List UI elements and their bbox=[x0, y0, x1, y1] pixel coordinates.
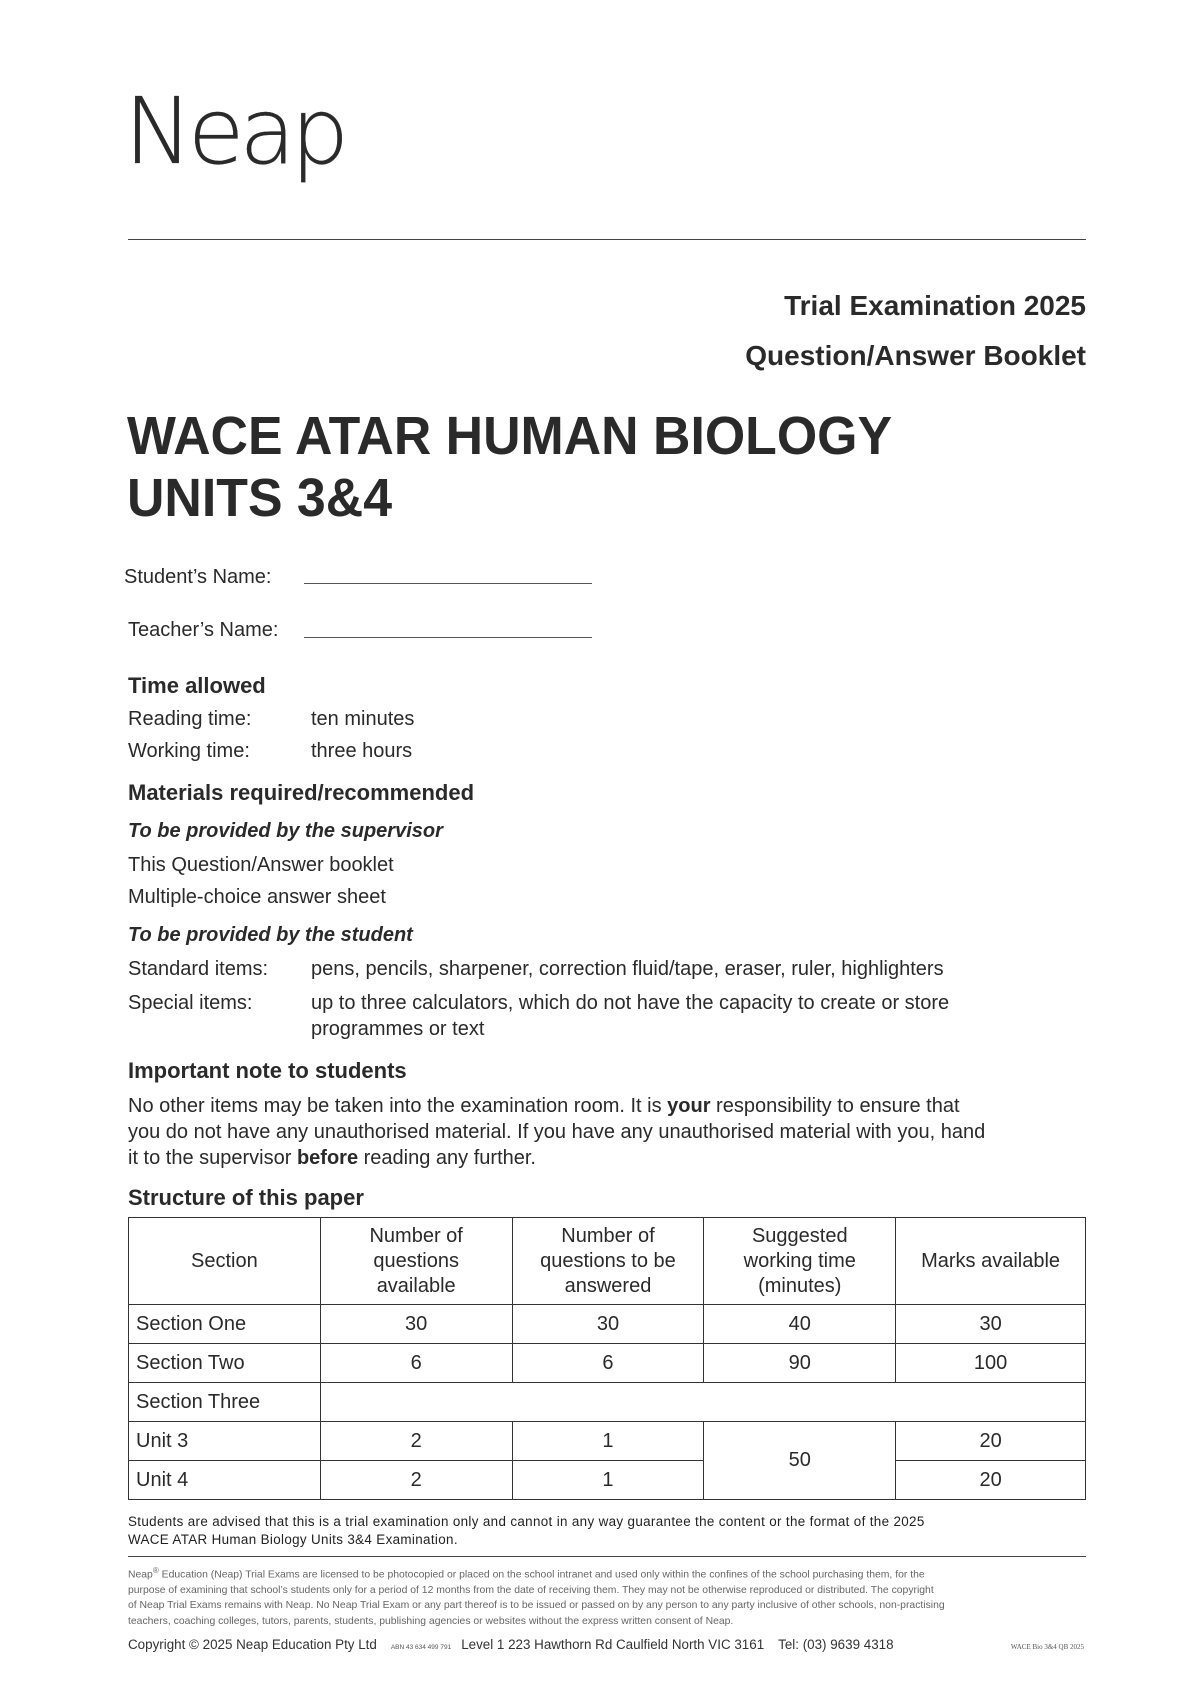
special-items-line-2: programmes or text bbox=[311, 1018, 485, 1040]
address-text: Level 1 223 Hawthorn Rd Caulfield North VIC 3161 bbox=[461, 1637, 765, 1652]
reading-time-label: Reading time: bbox=[128, 708, 252, 730]
table-row bbox=[129, 1383, 1086, 1422]
time-cell: 40 bbox=[704, 1305, 896, 1344]
answered-cell: 30 bbox=[512, 1305, 704, 1344]
special-items-label: Special items: bbox=[128, 992, 253, 1014]
working-time-row bbox=[128, 740, 412, 763]
table-row bbox=[129, 1305, 1086, 1344]
special-items-row bbox=[128, 990, 949, 1042]
marks-cell: 20 bbox=[896, 1461, 1086, 1500]
standard-items-label: Standard items: bbox=[128, 958, 269, 980]
available-cell: 6 bbox=[320, 1344, 512, 1383]
teacher-name-row bbox=[128, 619, 278, 642]
note-text: reading any further. bbox=[358, 1147, 536, 1169]
license-line-3: of Neap Trial Exams remains with Neap. No Neap Trial Exam or any part thereof is to be issued or passed on by any person to any party inclusive of other schools, non-practising bbox=[128, 1600, 945, 1612]
marks-cell: 20 bbox=[896, 1422, 1086, 1461]
available-cell: 30 bbox=[320, 1305, 512, 1344]
trial-disclaimer bbox=[128, 1513, 1088, 1549]
section-cell: Unit 4 bbox=[129, 1461, 321, 1500]
structure-heading: Structure of this paper bbox=[128, 1185, 364, 1210]
teacher-name-label: Teacher’s Name: bbox=[128, 619, 279, 641]
note-text: No other items may be taken into the examination room. It is bbox=[128, 1095, 668, 1117]
important-note-heading: Important note to students bbox=[128, 1058, 407, 1083]
note-text: responsibility to ensure that bbox=[710, 1095, 960, 1117]
section-cell: Section Three bbox=[129, 1383, 321, 1422]
teacher-name-field[interactable] bbox=[304, 637, 592, 638]
column-header-marks: Marks available bbox=[896, 1218, 1086, 1305]
available-cell: 2 bbox=[320, 1461, 512, 1500]
license-line-1 bbox=[128, 1563, 1088, 1583]
supervisor-item: This Question/Answer booklet bbox=[128, 854, 394, 876]
reading-time-row bbox=[128, 708, 414, 731]
section-cell: Section One bbox=[129, 1305, 321, 1344]
student-heading: To be provided by the student bbox=[128, 924, 413, 946]
answered-cell: 6 bbox=[512, 1344, 704, 1383]
title-line-1: WACE ATAR HUMAN BIOLOGY bbox=[127, 406, 893, 466]
table-header-row bbox=[129, 1218, 1086, 1305]
note-line-2: you do not have any unauthorised material. If you have any unauthorised material with you, hand bbox=[128, 1121, 986, 1143]
table-row bbox=[129, 1344, 1086, 1383]
structure-table bbox=[128, 1217, 1086, 1500]
standard-items-row bbox=[128, 958, 944, 981]
column-header-answered: Number of questions to be answered bbox=[512, 1218, 704, 1305]
neap-logo: Neap bbox=[124, 78, 345, 185]
section-three-spacer bbox=[320, 1383, 1085, 1422]
section-cell: Unit 3 bbox=[129, 1422, 321, 1461]
abn-text: ABN 43 634 499 791 bbox=[390, 1644, 452, 1651]
booklet-label: Question/Answer Booklet bbox=[745, 340, 1086, 371]
license-notice bbox=[128, 1563, 1088, 1629]
table-row bbox=[129, 1461, 1086, 1500]
disclaimer-line-1: Students are advised that this is a trial examination only and cannot in any way guarantee the content or the format of the 2025 bbox=[128, 1514, 925, 1529]
note-emphasis: your bbox=[667, 1095, 711, 1117]
note-line-1 bbox=[128, 1093, 1088, 1119]
title-line-2: UNITS 3&4 bbox=[127, 468, 393, 528]
license-line-2: purpose of examining that school’s students only for a period of 12 months from the date of receiving them. They may not be otherwise reproduced or distributed. The copyright bbox=[128, 1584, 934, 1596]
copyright-text: Copyright © 2025 Neap Education Pty Ltd bbox=[128, 1637, 377, 1652]
license-text: Education (Neap) Trial Exams are licensed to be photocopied or placed on the school intranet and used only within the confines of the school purchasing them, for the bbox=[158, 1569, 925, 1581]
student-name-row bbox=[124, 566, 272, 589]
tel-text: Tel: (03) 9639 4318 bbox=[778, 1637, 894, 1652]
document-code: WACE Bio 3&4 QB 2025 bbox=[1010, 1643, 1084, 1651]
note-text: it to the supervisor bbox=[128, 1147, 297, 1169]
license-line-4: teachers, coaching colleges, tutors, parents, students, publishing agencies or websites without the express written consent of Neap. bbox=[128, 1615, 734, 1627]
note-line-3 bbox=[128, 1145, 1088, 1171]
student-name-field[interactable] bbox=[304, 583, 592, 584]
header-divider bbox=[128, 239, 1086, 240]
working-time-value: three hours bbox=[311, 740, 413, 762]
column-header-available: Number of questions available bbox=[320, 1218, 512, 1305]
student-name-label: Student’s Name: bbox=[124, 566, 272, 588]
reading-time-value: ten minutes bbox=[311, 708, 415, 730]
marks-cell: 100 bbox=[896, 1344, 1086, 1383]
available-cell: 2 bbox=[320, 1422, 512, 1461]
copyright-line bbox=[128, 1637, 1088, 1652]
special-items-value bbox=[311, 990, 949, 1042]
registered-mark: ® bbox=[152, 1566, 159, 1575]
footer-divider bbox=[128, 1556, 1086, 1557]
section-cell: Section Two bbox=[129, 1344, 321, 1383]
disclaimer-line-2: WACE ATAR Human Biology Units 3&4 Examination. bbox=[128, 1532, 458, 1547]
marks-cell: 30 bbox=[896, 1305, 1086, 1344]
time-allowed-heading: Time allowed bbox=[128, 673, 266, 698]
special-items-line-1: up to three calculators, which do not have the capacity to create or store bbox=[311, 992, 950, 1014]
answered-cell: 1 bbox=[512, 1461, 704, 1500]
materials-heading: Materials required/recommended bbox=[128, 780, 475, 805]
supervisor-heading: To be provided by the supervisor bbox=[128, 820, 443, 842]
column-header-section: Section bbox=[129, 1218, 321, 1305]
answered-cell: 1 bbox=[512, 1422, 704, 1461]
supervisor-item: Multiple-choice answer sheet bbox=[128, 886, 386, 908]
license-brand: Neap bbox=[128, 1569, 153, 1581]
note-emphasis: before bbox=[296, 1147, 359, 1169]
time-cell: 90 bbox=[704, 1344, 896, 1383]
working-time-label: Working time: bbox=[128, 740, 250, 762]
column-header-time: Suggested working time (minutes) bbox=[704, 1218, 896, 1305]
exam-label: Trial Examination 2025 bbox=[784, 290, 1086, 321]
important-note-body bbox=[128, 1093, 1088, 1171]
time-cell: 50 bbox=[704, 1422, 896, 1500]
standard-items-value: pens, pencils, sharpener, correction fluid/tape, eraser, ruler, highlighters bbox=[311, 958, 944, 980]
page-title bbox=[127, 405, 892, 529]
table-row bbox=[129, 1422, 1086, 1461]
